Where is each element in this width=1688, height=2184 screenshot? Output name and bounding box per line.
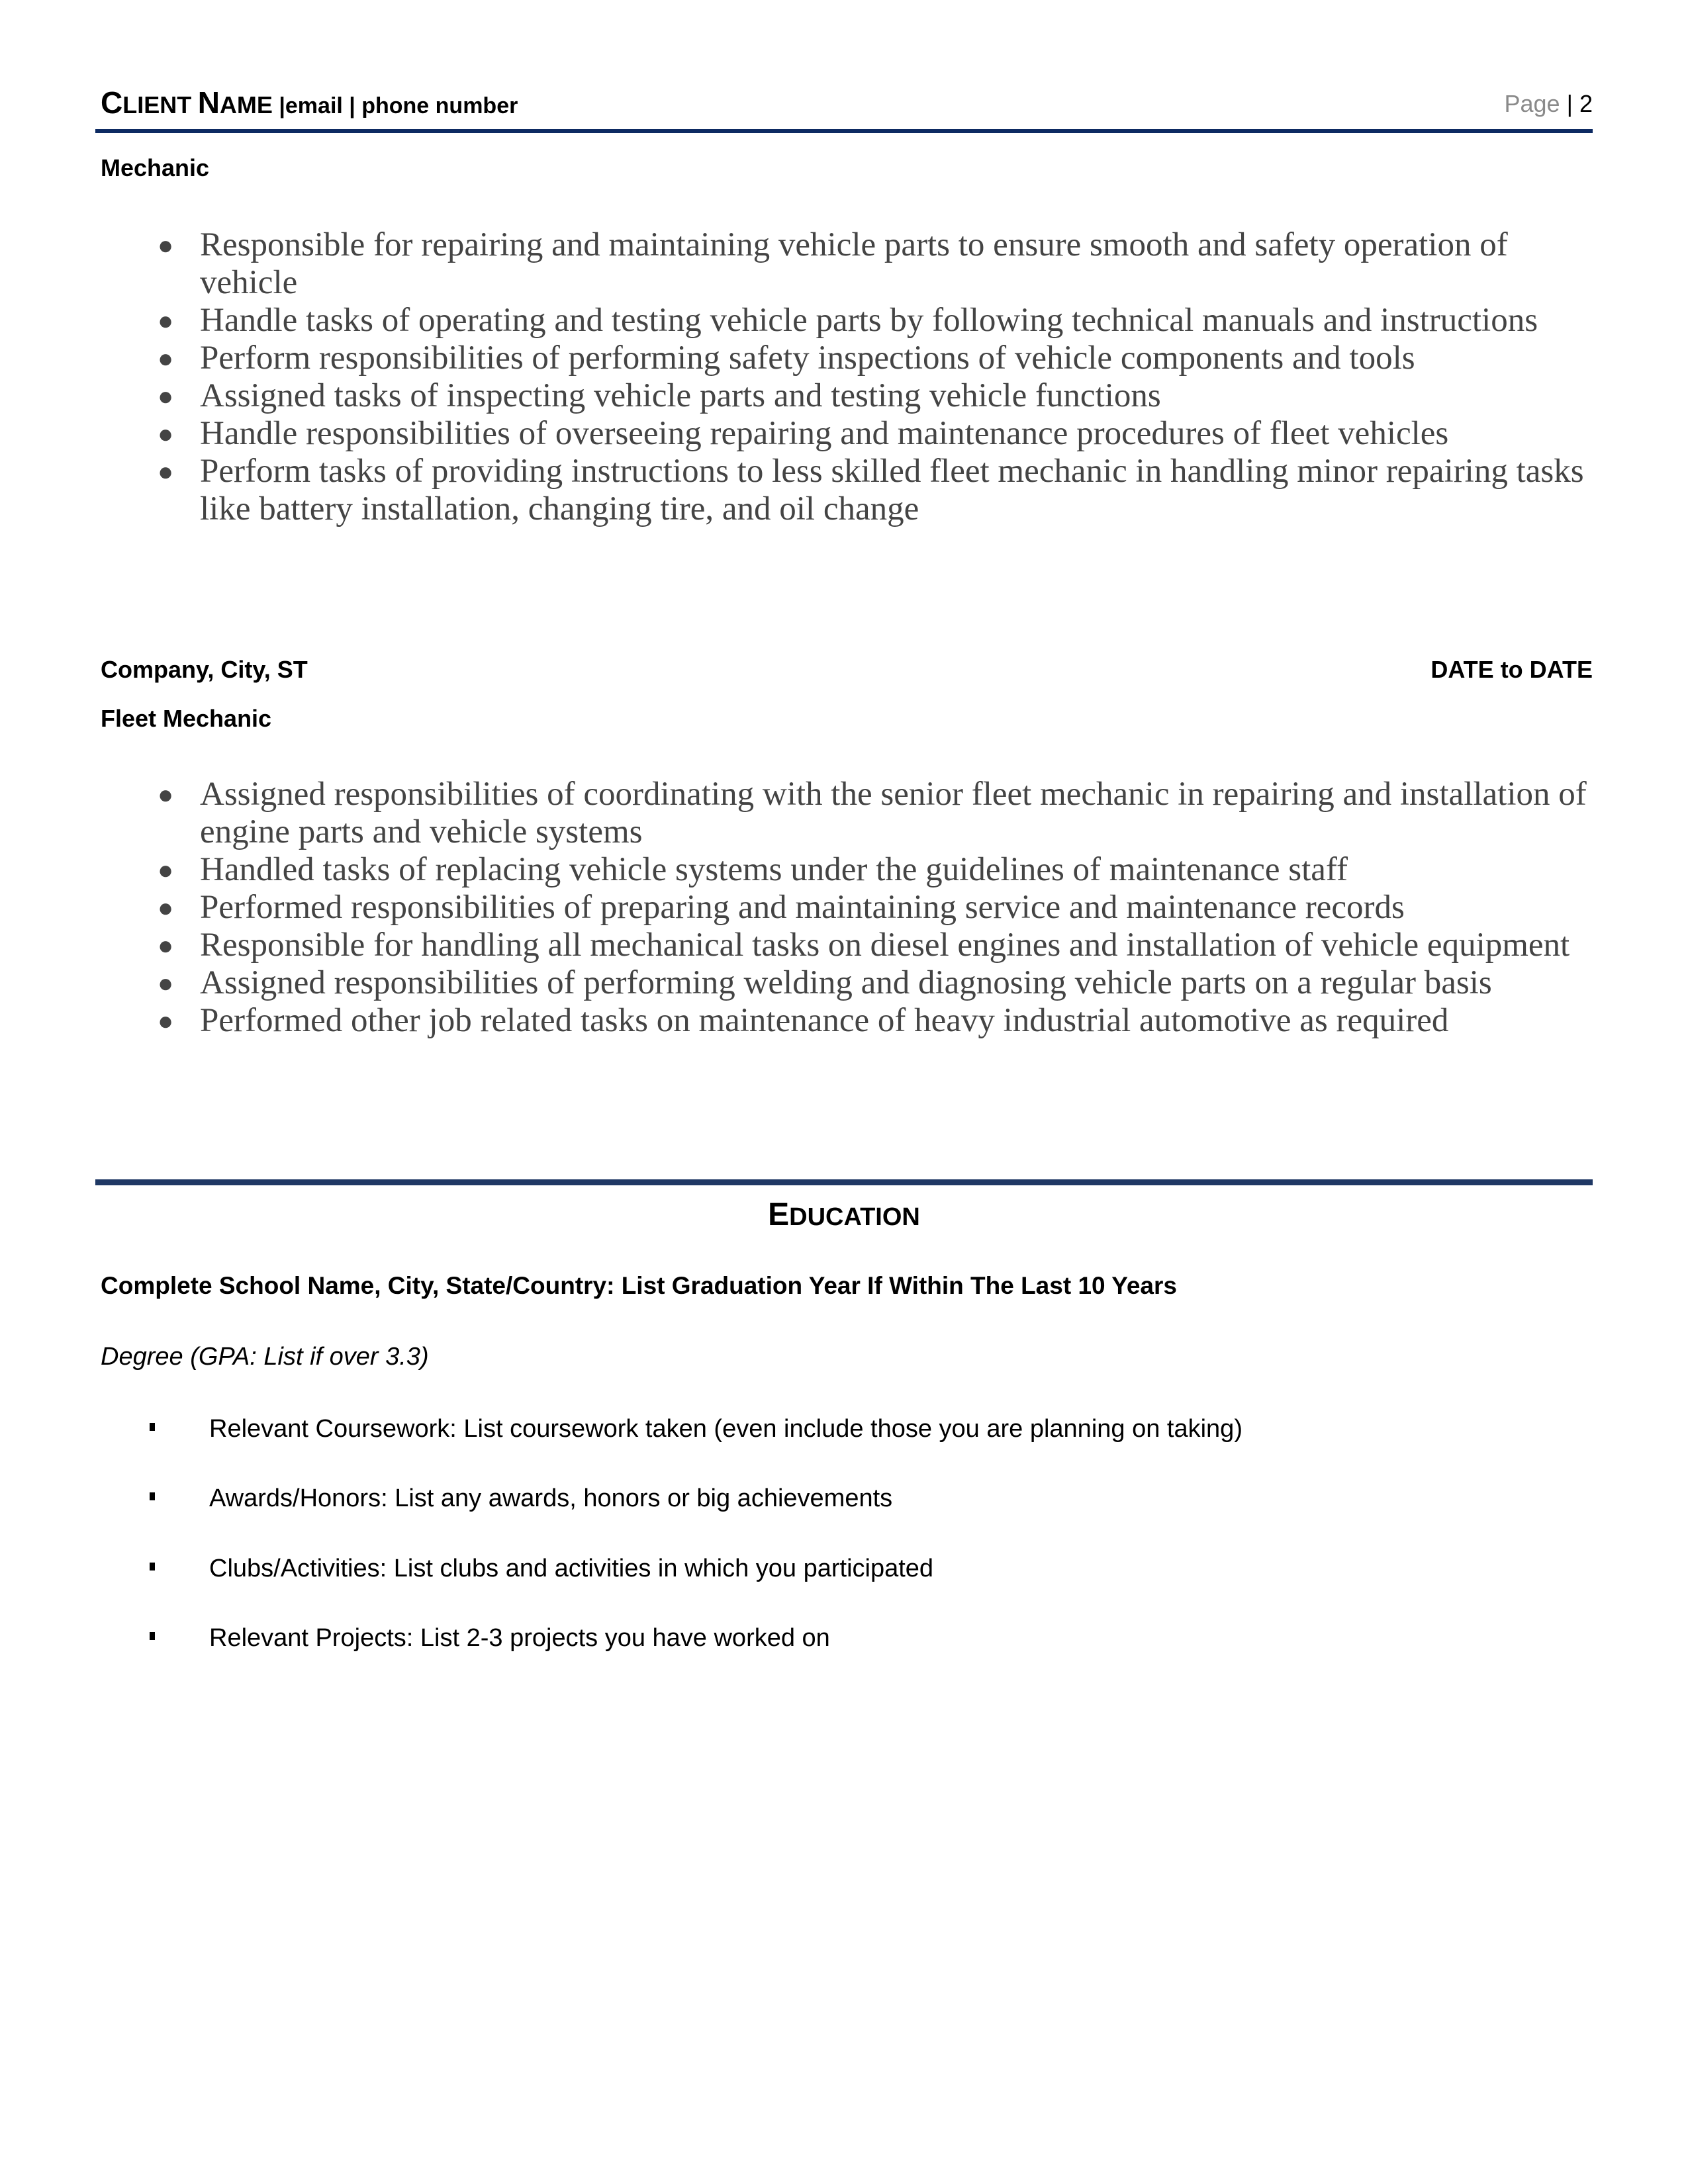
square-bullet-icon — [150, 1492, 155, 1500]
bullet-icon: ● — [158, 931, 174, 960]
bullet-text: Responsible for handling all mechanical tasks on diesel engines and installation of vehicle equipment — [200, 927, 1570, 964]
bullet-icon: ● — [158, 306, 174, 336]
bullet-text: Perform tasks of providing instructions to less skilled fleet mechanic in handling minor repairing tasks like battery installation, changing tire, and oil change — [200, 453, 1584, 527]
heading-initial: E — [768, 1197, 790, 1232]
list-item — [152, 340, 1602, 377]
bullet-icon: ● — [158, 381, 174, 411]
square-bullet-icon — [150, 1563, 155, 1570]
client-name-initial: C — [101, 85, 123, 120]
page-separator: | — [1566, 90, 1573, 117]
list-item — [152, 851, 1602, 889]
page-number-value: 2 — [1579, 90, 1593, 117]
bullet-icon: ● — [158, 1006, 174, 1036]
list-item — [152, 302, 1602, 340]
square-bullet-icon — [150, 1423, 155, 1431]
list-item — [152, 927, 1602, 964]
page-number — [1505, 90, 1593, 118]
bullet-text: Assigned tasks of inspecting vehicle parts and testing vehicle functions — [200, 377, 1161, 414]
bullet-icon: ● — [158, 780, 174, 809]
bullet-icon: ● — [158, 893, 174, 923]
school-line: Complete School Name, City, State/Country: List Graduation Year If Within The Last 10 Years — [101, 1272, 1177, 1299]
bullet-text: Handle responsibilities of overseeing repairing and maintenance procedures of fleet vehicles — [200, 415, 1449, 452]
bullet-text: Assigned responsibilities of performing welding and diagnosing vehicle parts on a regular basis — [200, 964, 1492, 1001]
list-item — [152, 964, 1602, 1002]
bullet-icon: ● — [158, 343, 174, 373]
bullet-icon: ● — [158, 230, 174, 260]
bullet-text: Perform responsibilities of performing safety inspections of vehicle components and tools — [200, 340, 1415, 377]
list-item — [152, 1002, 1602, 1040]
job1-bullets — [152, 226, 1602, 528]
heading-rest: DUCATION — [789, 1203, 920, 1231]
client-name-rest: LIENT — [122, 91, 192, 118]
bullet-icon: ● — [158, 419, 174, 449]
job-dates: DATE to DATE — [1430, 656, 1593, 683]
list-item — [152, 453, 1602, 528]
client-lastname-rest: AME — [219, 91, 273, 118]
list-item — [152, 377, 1602, 415]
list-item — [152, 889, 1602, 927]
bullet-icon: ● — [158, 855, 174, 885]
education-item-text: Awards/Honors: List any awards, honors or big achievements — [209, 1484, 893, 1512]
contact-info: |email | phone number — [279, 93, 518, 118]
education-item-text: Relevant Projects: List 2-3 projects you have worked on — [209, 1624, 830, 1652]
list-item — [152, 226, 1602, 302]
list-item — [152, 415, 1602, 453]
job-title: Mechanic — [101, 154, 210, 181]
list-item — [152, 776, 1602, 851]
section-divider — [95, 1179, 1593, 1185]
education-item-text: Relevant Coursework: List coursework taken (even include those you are planning on taking) — [209, 1415, 1243, 1443]
bullet-text: Performed responsibilities of preparing and maintaining service and maintenance records — [200, 889, 1405, 926]
education-heading — [0, 1197, 1688, 1233]
company-location: Company, City, ST — [101, 656, 308, 683]
bullet-text: Handled tasks of replacing vehicle systems under the guidelines of maintenance staff — [200, 851, 1348, 888]
degree-line: Degree (GPA: List if over 3.3) — [101, 1343, 429, 1371]
bullet-text: Performed other job related tasks on maintenance of heavy industrial automotive as required — [200, 1002, 1449, 1039]
job2-bullets — [152, 776, 1602, 1040]
client-lastname-initial: N — [197, 85, 220, 120]
bullet-text: Assigned responsibilities of coordinating with the senior fleet mechanic in repairing and installation of engine parts and vehicle systems — [200, 776, 1587, 850]
bullet-icon: ● — [158, 457, 174, 486]
header-divider — [95, 129, 1593, 133]
bullet-text: Handle tasks of operating and testing vehicle parts by following technical manuals and instructions — [200, 302, 1538, 339]
client-header — [101, 85, 518, 120]
bullet-icon: ● — [158, 968, 174, 998]
bullet-text: Responsible for repairing and maintaining vehicle parts to ensure smooth and safety operation of vehicle — [200, 226, 1508, 301]
page-label: Page — [1504, 90, 1560, 117]
square-bullet-icon — [150, 1632, 155, 1640]
job-title: Fleet Mechanic — [101, 705, 272, 732]
education-item-text: Clubs/Activities: List clubs and activities in which you participated — [209, 1555, 934, 1582]
